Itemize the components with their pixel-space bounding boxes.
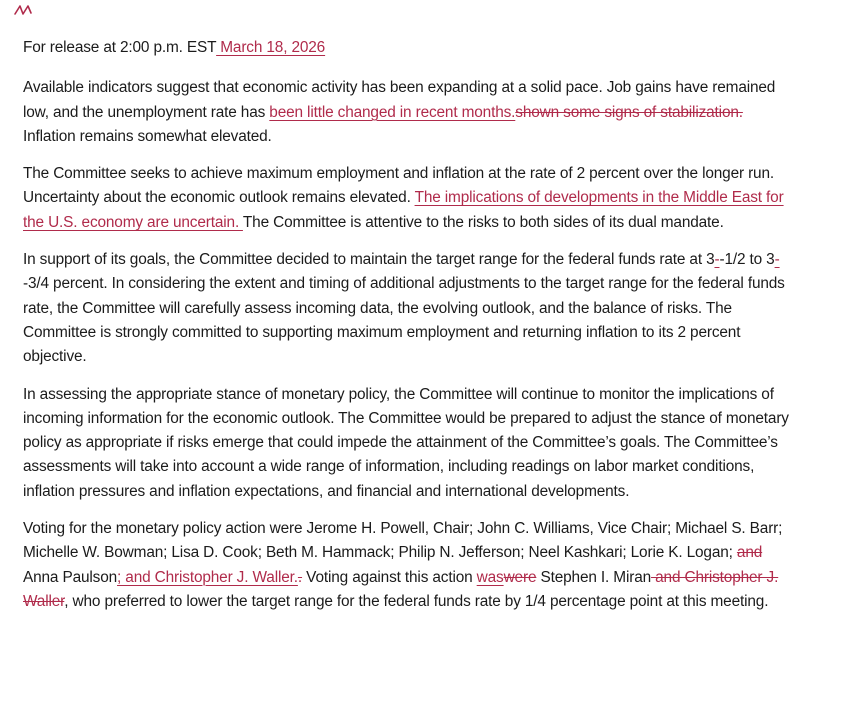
text-run: -1/2 to 3 bbox=[719, 251, 775, 269]
text-run: Anna Paulson bbox=[23, 568, 118, 586]
inserted-text: - bbox=[774, 251, 780, 269]
inserted-text: March 18, 2026 bbox=[216, 39, 326, 56]
paragraph-policy-decision bbox=[23, 248, 799, 369]
deleted-text: were bbox=[503, 568, 537, 586]
text-run: Voting for the monetary policy action were Jerome H. Powell, Chair; John C. Williams, Vice Chair; Michael S. Barr; Michelle W. Bowman; Lisa D. Cook; Beth M. Hammack; Philip N. Jefferson; Neel Kashkari; Lorie K. Logan; bbox=[23, 520, 783, 562]
paragraph-goals bbox=[23, 162, 799, 235]
inserted-text: The implications of developments in the Middle East for the U.S. economy are uncertain. bbox=[23, 189, 784, 231]
text-run: Available indicators suggest that economic activity has been expanding at a solid pace. Job gains have remained low, and the unemployment rate has bbox=[23, 79, 776, 121]
inserted-text: - bbox=[714, 251, 720, 269]
text-run: In support of its goals, the Committee decided to maintain the target range for the federal funds rate at 3 bbox=[23, 251, 715, 269]
text-run: For release at 2:00 p.m. EST bbox=[23, 39, 217, 56]
paragraph-economic-activity bbox=[23, 76, 799, 149]
text-run: Voting against this action bbox=[302, 568, 477, 586]
text-run: -3/4 percent. In considering the extent and timing of additional adjustments to the target range for the federal funds rate, the Committee will carefully assess incoming data, the evolving outlook, and the balance of risks. The Committee is strongly committed to supporting maximum employment and returning inflation to its 2 percent objective. bbox=[23, 275, 785, 366]
text-run: Inflation remains somewhat elevated. bbox=[23, 127, 272, 145]
deleted-text: and bbox=[736, 544, 763, 562]
document-body bbox=[23, 36, 799, 627]
release-line bbox=[23, 36, 799, 60]
text-run: The Committee is attentive to the risks to both sides of its dual mandate. bbox=[242, 213, 724, 231]
inserted-text: was bbox=[476, 568, 504, 586]
inserted-text: been little changed in recent months. bbox=[269, 103, 516, 121]
text-run: , who preferred to lower the target range for the federal funds rate by 1/4 percentage point at this meeting. bbox=[64, 592, 769, 610]
text-run: The Committee seeks to achieve maximum employment and inflation at the rate of 2 percent over the longer run. Uncertainty about the economic outlook remains elevated. bbox=[23, 165, 775, 207]
inserted-text: ; and Christopher J. Waller. bbox=[117, 568, 298, 586]
text-run: Stephen I. Miran bbox=[536, 568, 652, 586]
paragraph-voting bbox=[23, 517, 799, 614]
deleted-text: shown some signs of stabilization. bbox=[515, 103, 743, 121]
paragraph-monitoring bbox=[23, 383, 799, 504]
revision-scribble-icon bbox=[13, 4, 33, 17]
deleted-text: . bbox=[297, 568, 303, 586]
deleted-text: and Christopher J. Waller bbox=[23, 568, 779, 610]
text-run: In assessing the appropriate stance of monetary policy, the Committee will continue to monitor the implications of incoming information for the economic outlook. The Committee would be prepared to adjust the stance of monetary policy as appropriate if risks emerge that could impede the attainment of the Committee’s goals. The Committee’s assessments will take into account a wide range of information, including readings on labor market conditions, inflation pressures and inflation expectations, and financial and international developments. bbox=[23, 385, 789, 500]
